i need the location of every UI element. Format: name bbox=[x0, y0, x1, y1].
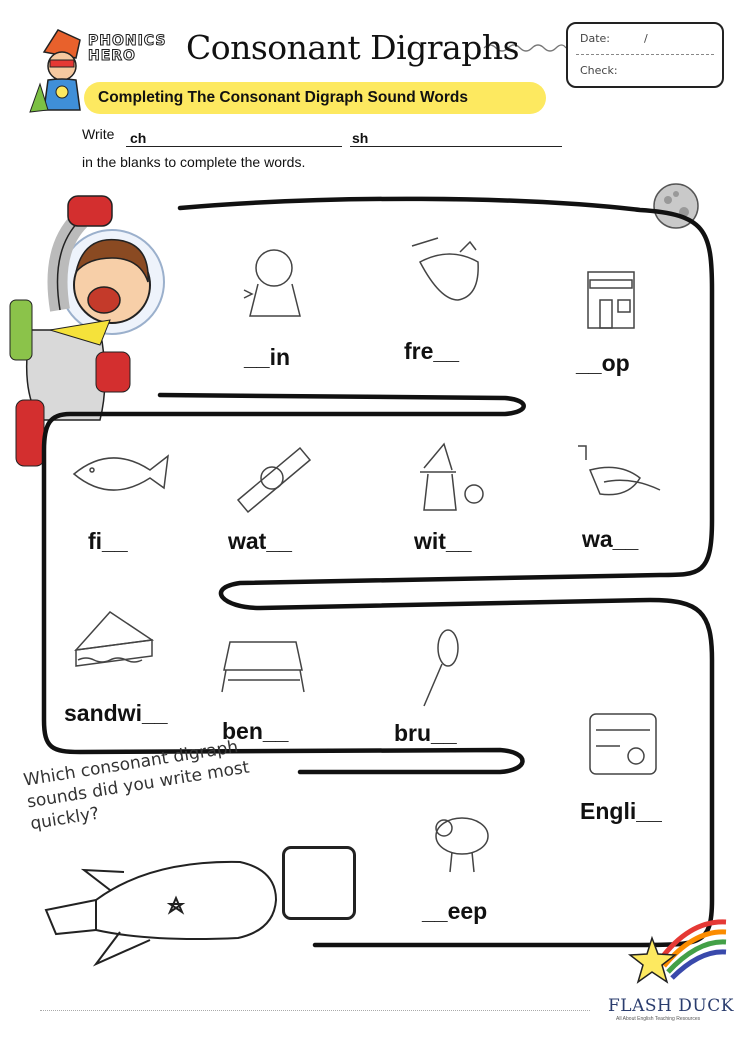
word-witch[interactable]: wit__ bbox=[414, 528, 472, 554]
date-label: Date: bbox=[580, 32, 610, 45]
word-sandwich[interactable]: sandwi__ bbox=[64, 700, 168, 726]
chin-picture-icon bbox=[244, 250, 300, 316]
footer-divider bbox=[40, 1010, 590, 1011]
word-shop[interactable]: __op bbox=[576, 350, 630, 376]
answer-line-2 bbox=[350, 146, 562, 147]
word-english[interactable]: Engli__ bbox=[580, 798, 662, 824]
word-fish[interactable]: fi__ bbox=[88, 528, 128, 554]
option-ch: ch bbox=[130, 130, 147, 146]
brush-picture-icon bbox=[424, 630, 458, 706]
page-title: Consonant Digraphs bbox=[186, 28, 520, 67]
subtitle: Completing The Consonant Digraph Sound Words bbox=[98, 89, 468, 106]
option-sh: sh bbox=[352, 130, 369, 146]
watch-picture-icon bbox=[238, 448, 310, 512]
sheep-picture-icon bbox=[436, 818, 488, 872]
date-check-box bbox=[566, 22, 724, 88]
flash-duck-logo: FLASH DUCK bbox=[608, 996, 734, 1016]
shop-picture-icon bbox=[588, 272, 634, 328]
word-watch[interactable]: wat__ bbox=[228, 528, 292, 554]
instruction-write: Write bbox=[82, 126, 115, 142]
divider bbox=[576, 54, 714, 55]
phonics-hero-logo: PHONICS HERO bbox=[88, 33, 167, 64]
word-wash[interactable]: wa__ bbox=[582, 526, 639, 552]
word-fresh[interactable]: fre__ bbox=[404, 338, 459, 364]
word-brush[interactable]: bru__ bbox=[394, 720, 457, 746]
answer-line-1 bbox=[126, 146, 342, 147]
strawberry-picture-icon bbox=[412, 238, 478, 300]
fish-picture-icon bbox=[74, 456, 168, 490]
instruction-line-2: in the blanks to complete the words. bbox=[82, 154, 306, 170]
rocket-icon bbox=[46, 862, 276, 964]
astronaut-kid-icon bbox=[10, 196, 164, 466]
english-book-picture-icon bbox=[590, 714, 656, 774]
word-sheep[interactable]: __eep bbox=[422, 898, 488, 924]
hero-mascot-icon bbox=[30, 30, 80, 112]
washing-hands-picture-icon bbox=[578, 446, 660, 495]
sandwich-picture-icon bbox=[76, 612, 152, 666]
flash-duck-tagline: All About English Teaching Resources bbox=[616, 1016, 701, 1022]
word-bench[interactable]: ben__ bbox=[222, 718, 289, 744]
check-label: Check: bbox=[580, 64, 618, 77]
reflection-question: Which consonant digraph sounds did you write most quickly? bbox=[22, 737, 251, 835]
word-chin[interactable]: __in bbox=[244, 344, 291, 370]
answer-box[interactable] bbox=[282, 846, 356, 920]
bench-picture-icon bbox=[222, 642, 304, 692]
shooting-star-icon bbox=[630, 922, 726, 982]
date-slash: / bbox=[644, 32, 648, 45]
witch-picture-icon bbox=[420, 444, 483, 510]
